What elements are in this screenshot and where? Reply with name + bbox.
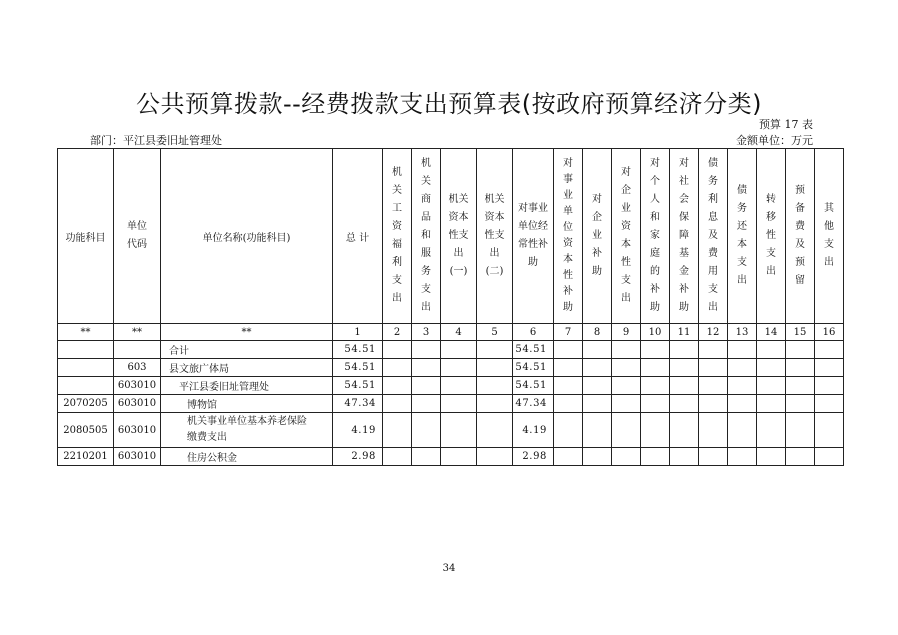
column-number-row (58, 324, 844, 341)
unit-name-cell: 县文旅广体局 (161, 359, 333, 377)
colnum-cell: 16 (815, 324, 844, 341)
colnum-cell: 12 (699, 324, 728, 341)
colnum-cell: 1 (333, 324, 383, 341)
header-unit-code: 单位代码 (114, 149, 161, 324)
func-code-cell: 2070205 (58, 395, 114, 413)
total-cell: 54.51 (333, 359, 383, 377)
colnum-cell: 13 (728, 324, 757, 341)
page-number: 34 (442, 563, 456, 574)
header-c14: 转移性支出 (757, 149, 786, 324)
header-c2: 机关工资福利支出 (383, 149, 412, 324)
colnum-cell: ** (114, 324, 161, 341)
header-c15: 预备费及预留 (786, 149, 815, 324)
header-c8: 对企业补助 (583, 149, 612, 324)
header-c5: 机关资本性支出(二) (477, 149, 513, 324)
colnum-cell: 15 (786, 324, 815, 341)
table-row (58, 413, 844, 448)
total-cell: 4.19 (333, 413, 383, 448)
c6-cell: 54.51 (513, 341, 554, 359)
func-code-cell (58, 377, 114, 395)
unit-name-cell: 住房公积金 (161, 448, 333, 466)
colnum-cell: 11 (670, 324, 699, 341)
colnum-cell: 8 (583, 324, 612, 341)
total-cell: 54.51 (333, 377, 383, 395)
colnum-cell: 4 (441, 324, 477, 341)
header-c10: 对个人和家庭的补助 (641, 149, 670, 324)
header-c4: 机关资本性支出(一) (441, 149, 477, 324)
unit-name-cell: 博物馆 (161, 395, 333, 413)
c6-cell: 47.34 (513, 395, 554, 413)
func-code-cell: 2210201 (58, 448, 114, 466)
header-c16: 其他支出 (815, 149, 844, 324)
department-label: 部门：平江县委旧址管理处 (90, 134, 222, 147)
colnum-cell: ** (161, 324, 333, 341)
func-code-cell (58, 359, 114, 377)
unit-code-cell: 603010 (114, 377, 161, 395)
colnum-cell: 9 (612, 324, 641, 341)
page-title: 公共预算拨款--经费拨款支出预算表(按政府预算经济分类) (135, 90, 763, 118)
colnum-cell: 10 (641, 324, 670, 341)
total-cell: 2.98 (333, 448, 383, 466)
c6-cell: 54.51 (513, 377, 554, 395)
table-row (58, 377, 844, 395)
budget-table (57, 148, 844, 466)
table-row (58, 359, 844, 377)
header-total: 总 计 (333, 149, 383, 324)
table-row (58, 395, 844, 413)
unit-code-cell (114, 341, 161, 359)
unit-name-cell: 机关事业单位基本养老保险缴费支出 (161, 413, 333, 448)
header-row (58, 149, 844, 324)
total-cell: 54.51 (333, 341, 383, 359)
unit-code-cell: 603010 (114, 413, 161, 448)
c6-cell: 4.19 (513, 413, 554, 448)
header-c7: 对事业单位资本性补助 (554, 149, 583, 324)
header-c11: 对社会保障基金补助 (670, 149, 699, 324)
unit-code-cell: 603 (114, 359, 161, 377)
unit-code-cell: 603010 (114, 448, 161, 466)
table-row (58, 341, 844, 359)
unit-code-cell: 603010 (114, 395, 161, 413)
header-c12: 债务利息及费用支出 (699, 149, 728, 324)
header-unit-name: 单位名称(功能科目) (161, 149, 333, 324)
header-c3: 机关商品和服务支出 (412, 149, 441, 324)
header-c6: 对事业单位经常性补助 (513, 149, 554, 324)
colnum-cell: ** (58, 324, 114, 341)
colnum-cell: 5 (477, 324, 513, 341)
colnum-cell: 6 (513, 324, 554, 341)
colnum-cell: 7 (554, 324, 583, 341)
table-row (58, 448, 844, 466)
c6-cell: 54.51 (513, 359, 554, 377)
header-c9: 对企业资本性支出 (612, 149, 641, 324)
c6-cell: 2.98 (513, 448, 554, 466)
colnum-cell: 2 (383, 324, 412, 341)
total-cell: 47.34 (333, 395, 383, 413)
colnum-cell: 3 (412, 324, 441, 341)
unit-name-cell: 合计 (161, 341, 333, 359)
header-c13: 债务还本支出 (728, 149, 757, 324)
unit-name-cell: 平江县委旧址管理处 (161, 377, 333, 395)
amount-unit-label: 金额单位：万元 (736, 134, 813, 147)
table-number: 预算 17 表 (759, 118, 813, 131)
func-code-cell: 2080505 (58, 413, 114, 448)
header-func-code: 功能科目 (58, 149, 114, 324)
colnum-cell: 14 (757, 324, 786, 341)
func-code-cell (58, 341, 114, 359)
